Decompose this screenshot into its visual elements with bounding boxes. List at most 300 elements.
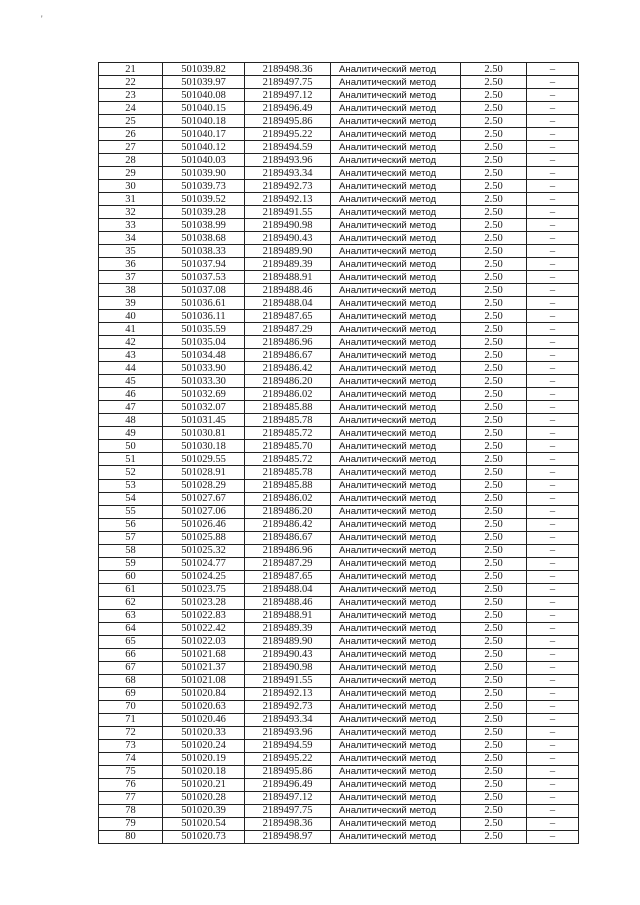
point-number-cell: 58 <box>99 544 163 557</box>
note-cell: – <box>527 427 579 440</box>
method-cell: Аналитический метод <box>331 193 461 206</box>
table-row <box>99 102 579 115</box>
accuracy-cell: 2.50 <box>461 570 527 583</box>
accuracy-cell: 2.50 <box>461 310 527 323</box>
y-coordinate-cell: 2189488.91 <box>245 609 331 622</box>
x-coordinate-cell: 501022.83 <box>163 609 245 622</box>
x-coordinate-cell: 501037.53 <box>163 271 245 284</box>
y-coordinate-cell: 2189486.96 <box>245 544 331 557</box>
method-cell: Аналитический метод <box>331 765 461 778</box>
accuracy-cell: 2.50 <box>461 219 527 232</box>
x-coordinate-cell: 501036.61 <box>163 297 245 310</box>
y-coordinate-cell: 2189486.67 <box>245 349 331 362</box>
x-coordinate-cell: 501022.03 <box>163 635 245 648</box>
table-row <box>99 726 579 739</box>
accuracy-cell: 2.50 <box>461 154 527 167</box>
table-row <box>99 89 579 102</box>
note-cell: – <box>527 453 579 466</box>
x-coordinate-cell: 501040.03 <box>163 154 245 167</box>
method-cell: Аналитический метод <box>331 570 461 583</box>
y-coordinate-cell: 2189488.46 <box>245 284 331 297</box>
note-cell: – <box>527 258 579 271</box>
note-cell: – <box>527 518 579 531</box>
y-coordinate-cell: 2189488.04 <box>245 583 331 596</box>
x-coordinate-cell: 501033.30 <box>163 375 245 388</box>
note-cell: – <box>527 466 579 479</box>
accuracy-cell: 2.50 <box>461 232 527 245</box>
method-cell: Аналитический метод <box>331 362 461 375</box>
x-coordinate-cell: 501040.15 <box>163 102 245 115</box>
accuracy-cell: 2.50 <box>461 609 527 622</box>
x-coordinate-cell: 501020.28 <box>163 791 245 804</box>
accuracy-cell: 2.50 <box>461 700 527 713</box>
y-coordinate-cell: 2189497.75 <box>245 76 331 89</box>
accuracy-cell: 2.50 <box>461 362 527 375</box>
accuracy-cell: 2.50 <box>461 479 527 492</box>
y-coordinate-cell: 2189490.98 <box>245 219 331 232</box>
x-coordinate-cell: 501024.25 <box>163 570 245 583</box>
point-number-cell: 51 <box>99 453 163 466</box>
accuracy-cell: 2.50 <box>461 661 527 674</box>
x-coordinate-cell: 501038.99 <box>163 219 245 232</box>
note-cell: – <box>527 531 579 544</box>
accuracy-cell: 2.50 <box>461 778 527 791</box>
point-number-cell: 80 <box>99 830 163 843</box>
table-row <box>99 206 579 219</box>
point-number-cell: 76 <box>99 778 163 791</box>
point-number-cell: 67 <box>99 661 163 674</box>
accuracy-cell: 2.50 <box>461 557 527 570</box>
x-coordinate-cell: 501038.68 <box>163 232 245 245</box>
note-cell: – <box>527 271 579 284</box>
note-cell: – <box>527 310 579 323</box>
table-row <box>99 297 579 310</box>
y-coordinate-cell: 2189498.97 <box>245 830 331 843</box>
method-cell: Аналитический метод <box>331 804 461 817</box>
y-coordinate-cell: 2189486.67 <box>245 531 331 544</box>
point-number-cell: 27 <box>99 141 163 154</box>
accuracy-cell: 2.50 <box>461 817 527 830</box>
accuracy-cell: 2.50 <box>461 102 527 115</box>
note-cell: – <box>527 765 579 778</box>
x-coordinate-cell: 501040.12 <box>163 141 245 154</box>
point-number-cell: 35 <box>99 245 163 258</box>
method-cell: Аналитический метод <box>331 596 461 609</box>
method-cell: Аналитический метод <box>331 518 461 531</box>
point-number-cell: 22 <box>99 76 163 89</box>
point-number-cell: 60 <box>99 570 163 583</box>
y-coordinate-cell: 2189492.13 <box>245 193 331 206</box>
x-coordinate-cell: 501038.33 <box>163 245 245 258</box>
point-number-cell: 61 <box>99 583 163 596</box>
point-number-cell: 42 <box>99 336 163 349</box>
point-number-cell: 62 <box>99 596 163 609</box>
accuracy-cell: 2.50 <box>461 466 527 479</box>
table-row <box>99 336 579 349</box>
point-number-cell: 48 <box>99 414 163 427</box>
method-cell: Аналитический метод <box>331 479 461 492</box>
accuracy-cell: 2.50 <box>461 830 527 843</box>
accuracy-cell: 2.50 <box>461 505 527 518</box>
accuracy-cell: 2.50 <box>461 791 527 804</box>
accuracy-cell: 2.50 <box>461 713 527 726</box>
x-coordinate-cell: 501020.46 <box>163 713 245 726</box>
table-row <box>99 193 579 206</box>
y-coordinate-cell: 2189495.22 <box>245 128 331 141</box>
method-cell: Аналитический метод <box>331 557 461 570</box>
point-number-cell: 41 <box>99 323 163 336</box>
x-coordinate-cell: 501037.94 <box>163 258 245 271</box>
table-row <box>99 648 579 661</box>
note-cell: – <box>527 245 579 258</box>
method-cell: Аналитический метод <box>331 791 461 804</box>
note-cell: – <box>527 284 579 297</box>
y-coordinate-cell: 2189496.49 <box>245 778 331 791</box>
point-number-cell: 34 <box>99 232 163 245</box>
y-coordinate-cell: 2189486.42 <box>245 362 331 375</box>
y-coordinate-cell: 2189485.70 <box>245 440 331 453</box>
y-coordinate-cell: 2189495.86 <box>245 115 331 128</box>
x-coordinate-cell: 501028.29 <box>163 479 245 492</box>
note-cell: – <box>527 323 579 336</box>
table-row <box>99 401 579 414</box>
x-coordinate-cell: 501026.46 <box>163 518 245 531</box>
accuracy-cell: 2.50 <box>461 323 527 336</box>
table-row <box>99 284 579 297</box>
y-coordinate-cell: 2189488.46 <box>245 596 331 609</box>
x-coordinate-cell: 501040.18 <box>163 115 245 128</box>
y-coordinate-cell: 2189497.75 <box>245 804 331 817</box>
accuracy-cell: 2.50 <box>461 583 527 596</box>
method-cell: Аналитический метод <box>331 76 461 89</box>
method-cell: Аналитический метод <box>331 63 461 76</box>
note-cell: – <box>527 154 579 167</box>
x-coordinate-cell: 501020.73 <box>163 830 245 843</box>
table-row <box>99 362 579 375</box>
accuracy-cell: 2.50 <box>461 531 527 544</box>
table-row <box>99 128 579 141</box>
note-cell: – <box>527 362 579 375</box>
note-cell: – <box>527 752 579 765</box>
method-cell: Аналитический метод <box>331 544 461 557</box>
method-cell: Аналитический метод <box>331 440 461 453</box>
point-number-cell: 64 <box>99 622 163 635</box>
table-row <box>99 609 579 622</box>
x-coordinate-cell: 501020.84 <box>163 687 245 700</box>
x-coordinate-cell: 501039.90 <box>163 167 245 180</box>
table-row <box>99 817 579 830</box>
y-coordinate-cell: 2189486.20 <box>245 505 331 518</box>
note-cell: – <box>527 726 579 739</box>
note-cell: – <box>527 206 579 219</box>
note-cell: – <box>527 232 579 245</box>
table-row <box>99 687 579 700</box>
table-row <box>99 596 579 609</box>
x-coordinate-cell: 501023.28 <box>163 596 245 609</box>
table-row <box>99 375 579 388</box>
accuracy-cell: 2.50 <box>461 648 527 661</box>
y-coordinate-cell: 2189486.96 <box>245 336 331 349</box>
point-number-cell: 74 <box>99 752 163 765</box>
table-row <box>99 427 579 440</box>
y-coordinate-cell: 2189487.65 <box>245 570 331 583</box>
x-coordinate-cell: 501021.08 <box>163 674 245 687</box>
table-row <box>99 258 579 271</box>
method-cell: Аналитический метод <box>331 687 461 700</box>
table-row <box>99 583 579 596</box>
accuracy-cell: 2.50 <box>461 453 527 466</box>
coordinates-table-body <box>99 63 579 844</box>
point-number-cell: 65 <box>99 635 163 648</box>
table-row <box>99 466 579 479</box>
accuracy-cell: 2.50 <box>461 167 527 180</box>
note-cell: – <box>527 739 579 752</box>
method-cell: Аналитический метод <box>331 271 461 284</box>
accuracy-cell: 2.50 <box>461 115 527 128</box>
note-cell: – <box>527 349 579 362</box>
table-row <box>99 830 579 843</box>
accuracy-cell: 2.50 <box>461 375 527 388</box>
table-row <box>99 765 579 778</box>
x-coordinate-cell: 501020.39 <box>163 804 245 817</box>
note-cell: – <box>527 778 579 791</box>
method-cell: Аналитический метод <box>331 492 461 505</box>
accuracy-cell: 2.50 <box>461 76 527 89</box>
point-number-cell: 52 <box>99 466 163 479</box>
accuracy-cell: 2.50 <box>461 414 527 427</box>
x-coordinate-cell: 501020.18 <box>163 765 245 778</box>
note-cell: – <box>527 297 579 310</box>
y-coordinate-cell: 2189492.73 <box>245 700 331 713</box>
point-number-cell: 50 <box>99 440 163 453</box>
x-coordinate-cell: 501040.17 <box>163 128 245 141</box>
table-row <box>99 661 579 674</box>
point-number-cell: 45 <box>99 375 163 388</box>
y-coordinate-cell: 2189485.78 <box>245 466 331 479</box>
note-cell: – <box>527 596 579 609</box>
method-cell: Аналитический метод <box>331 609 461 622</box>
y-coordinate-cell: 2189486.20 <box>245 375 331 388</box>
y-coordinate-cell: 2189493.34 <box>245 167 331 180</box>
note-cell: – <box>527 700 579 713</box>
method-cell: Аналитический метод <box>331 232 461 245</box>
method-cell: Аналитический метод <box>331 310 461 323</box>
x-coordinate-cell: 501035.04 <box>163 336 245 349</box>
x-coordinate-cell: 501039.73 <box>163 180 245 193</box>
x-coordinate-cell: 501021.68 <box>163 648 245 661</box>
y-coordinate-cell: 2189489.39 <box>245 622 331 635</box>
y-coordinate-cell: 2189487.29 <box>245 557 331 570</box>
note-cell: – <box>527 713 579 726</box>
point-number-cell: 63 <box>99 609 163 622</box>
note-cell: – <box>527 830 579 843</box>
accuracy-cell: 2.50 <box>461 128 527 141</box>
accuracy-cell: 2.50 <box>461 401 527 414</box>
note-cell: – <box>527 180 579 193</box>
y-coordinate-cell: 2189491.55 <box>245 674 331 687</box>
accuracy-cell: 2.50 <box>461 271 527 284</box>
accuracy-cell: 2.50 <box>461 427 527 440</box>
x-coordinate-cell: 501035.59 <box>163 323 245 336</box>
y-coordinate-cell: 2189492.13 <box>245 687 331 700</box>
x-coordinate-cell: 501027.06 <box>163 505 245 518</box>
point-number-cell: 72 <box>99 726 163 739</box>
point-number-cell: 46 <box>99 388 163 401</box>
y-coordinate-cell: 2189486.02 <box>245 388 331 401</box>
y-coordinate-cell: 2189488.04 <box>245 297 331 310</box>
table-row <box>99 700 579 713</box>
x-coordinate-cell: 501028.91 <box>163 466 245 479</box>
point-number-cell: 36 <box>99 258 163 271</box>
y-coordinate-cell: 2189485.78 <box>245 414 331 427</box>
x-coordinate-cell: 501024.77 <box>163 557 245 570</box>
table-row <box>99 453 579 466</box>
table-row <box>99 804 579 817</box>
method-cell: Аналитический метод <box>331 180 461 193</box>
note-cell: – <box>527 193 579 206</box>
x-coordinate-cell: 501039.28 <box>163 206 245 219</box>
point-number-cell: 38 <box>99 284 163 297</box>
point-number-cell: 77 <box>99 791 163 804</box>
method-cell: Аналитический метод <box>331 141 461 154</box>
table-row <box>99 245 579 258</box>
accuracy-cell: 2.50 <box>461 297 527 310</box>
x-coordinate-cell: 501025.88 <box>163 531 245 544</box>
note-cell: – <box>527 583 579 596</box>
method-cell: Аналитический метод <box>331 128 461 141</box>
method-cell: Аналитический метод <box>331 830 461 843</box>
method-cell: Аналитический метод <box>331 349 461 362</box>
table-row <box>99 791 579 804</box>
table-row <box>99 505 579 518</box>
y-coordinate-cell: 2189498.36 <box>245 63 331 76</box>
point-number-cell: 66 <box>99 648 163 661</box>
y-coordinate-cell: 2189498.36 <box>245 817 331 830</box>
table-row <box>99 479 579 492</box>
accuracy-cell: 2.50 <box>461 492 527 505</box>
note-cell: – <box>527 388 579 401</box>
x-coordinate-cell: 501020.54 <box>163 817 245 830</box>
x-coordinate-cell: 501039.82 <box>163 63 245 76</box>
point-number-cell: 73 <box>99 739 163 752</box>
note-cell: – <box>527 635 579 648</box>
method-cell: Аналитический метод <box>331 661 461 674</box>
x-coordinate-cell: 501032.07 <box>163 401 245 414</box>
note-cell: – <box>527 63 579 76</box>
x-coordinate-cell: 501020.19 <box>163 752 245 765</box>
accuracy-cell: 2.50 <box>461 141 527 154</box>
accuracy-cell: 2.50 <box>461 739 527 752</box>
note-cell: – <box>527 674 579 687</box>
point-number-cell: 39 <box>99 297 163 310</box>
point-number-cell: 70 <box>99 700 163 713</box>
y-coordinate-cell: 2189493.96 <box>245 154 331 167</box>
x-coordinate-cell: 501037.08 <box>163 284 245 297</box>
y-coordinate-cell: 2189495.86 <box>245 765 331 778</box>
x-coordinate-cell: 501021.37 <box>163 661 245 674</box>
note-cell: – <box>527 440 579 453</box>
point-number-cell: 79 <box>99 817 163 830</box>
method-cell: Аналитический метод <box>331 401 461 414</box>
y-coordinate-cell: 2189490.98 <box>245 661 331 674</box>
note-cell: – <box>527 505 579 518</box>
x-coordinate-cell: 501027.67 <box>163 492 245 505</box>
note-cell: – <box>527 791 579 804</box>
scan-corner-mark: ' <box>41 14 43 24</box>
accuracy-cell: 2.50 <box>461 752 527 765</box>
note-cell: – <box>527 557 579 570</box>
y-coordinate-cell: 2189487.29 <box>245 323 331 336</box>
point-number-cell: 78 <box>99 804 163 817</box>
table-row <box>99 414 579 427</box>
x-coordinate-cell: 501020.33 <box>163 726 245 739</box>
accuracy-cell: 2.50 <box>461 635 527 648</box>
point-number-cell: 57 <box>99 531 163 544</box>
accuracy-cell: 2.50 <box>461 284 527 297</box>
method-cell: Аналитический метод <box>331 102 461 115</box>
y-coordinate-cell: 2189493.34 <box>245 713 331 726</box>
accuracy-cell: 2.50 <box>461 63 527 76</box>
point-number-cell: 59 <box>99 557 163 570</box>
y-coordinate-cell: 2189486.42 <box>245 518 331 531</box>
x-coordinate-cell: 501040.08 <box>163 89 245 102</box>
method-cell: Аналитический метод <box>331 414 461 427</box>
accuracy-cell: 2.50 <box>461 336 527 349</box>
accuracy-cell: 2.50 <box>461 687 527 700</box>
method-cell: Аналитический метод <box>331 726 461 739</box>
point-number-cell: 68 <box>99 674 163 687</box>
y-coordinate-cell: 2189497.12 <box>245 89 331 102</box>
note-cell: – <box>527 609 579 622</box>
table-row <box>99 557 579 570</box>
table-row <box>99 232 579 245</box>
table-row <box>99 544 579 557</box>
point-number-cell: 69 <box>99 687 163 700</box>
method-cell: Аналитический метод <box>331 375 461 388</box>
table-row <box>99 778 579 791</box>
note-cell: – <box>527 687 579 700</box>
method-cell: Аналитический метод <box>331 245 461 258</box>
note-cell: – <box>527 570 579 583</box>
x-coordinate-cell: 501030.18 <box>163 440 245 453</box>
table-row <box>99 323 579 336</box>
y-coordinate-cell: 2189493.96 <box>245 726 331 739</box>
point-number-cell: 40 <box>99 310 163 323</box>
note-cell: – <box>527 128 579 141</box>
note-cell: – <box>527 336 579 349</box>
accuracy-cell: 2.50 <box>461 596 527 609</box>
method-cell: Аналитический метод <box>331 154 461 167</box>
y-coordinate-cell: 2189495.22 <box>245 752 331 765</box>
table-row <box>99 154 579 167</box>
x-coordinate-cell: 501022.42 <box>163 622 245 635</box>
note-cell: – <box>527 167 579 180</box>
method-cell: Аналитический метод <box>331 817 461 830</box>
accuracy-cell: 2.50 <box>461 440 527 453</box>
method-cell: Аналитический метод <box>331 713 461 726</box>
y-coordinate-cell: 2189488.91 <box>245 271 331 284</box>
point-number-cell: 49 <box>99 427 163 440</box>
y-coordinate-cell: 2189490.43 <box>245 648 331 661</box>
method-cell: Аналитический метод <box>331 453 461 466</box>
table-row <box>99 141 579 154</box>
method-cell: Аналитический метод <box>331 674 461 687</box>
table-row <box>99 492 579 505</box>
x-coordinate-cell: 501031.45 <box>163 414 245 427</box>
y-coordinate-cell: 2189496.49 <box>245 102 331 115</box>
method-cell: Аналитический метод <box>331 739 461 752</box>
y-coordinate-cell: 2189487.65 <box>245 310 331 323</box>
